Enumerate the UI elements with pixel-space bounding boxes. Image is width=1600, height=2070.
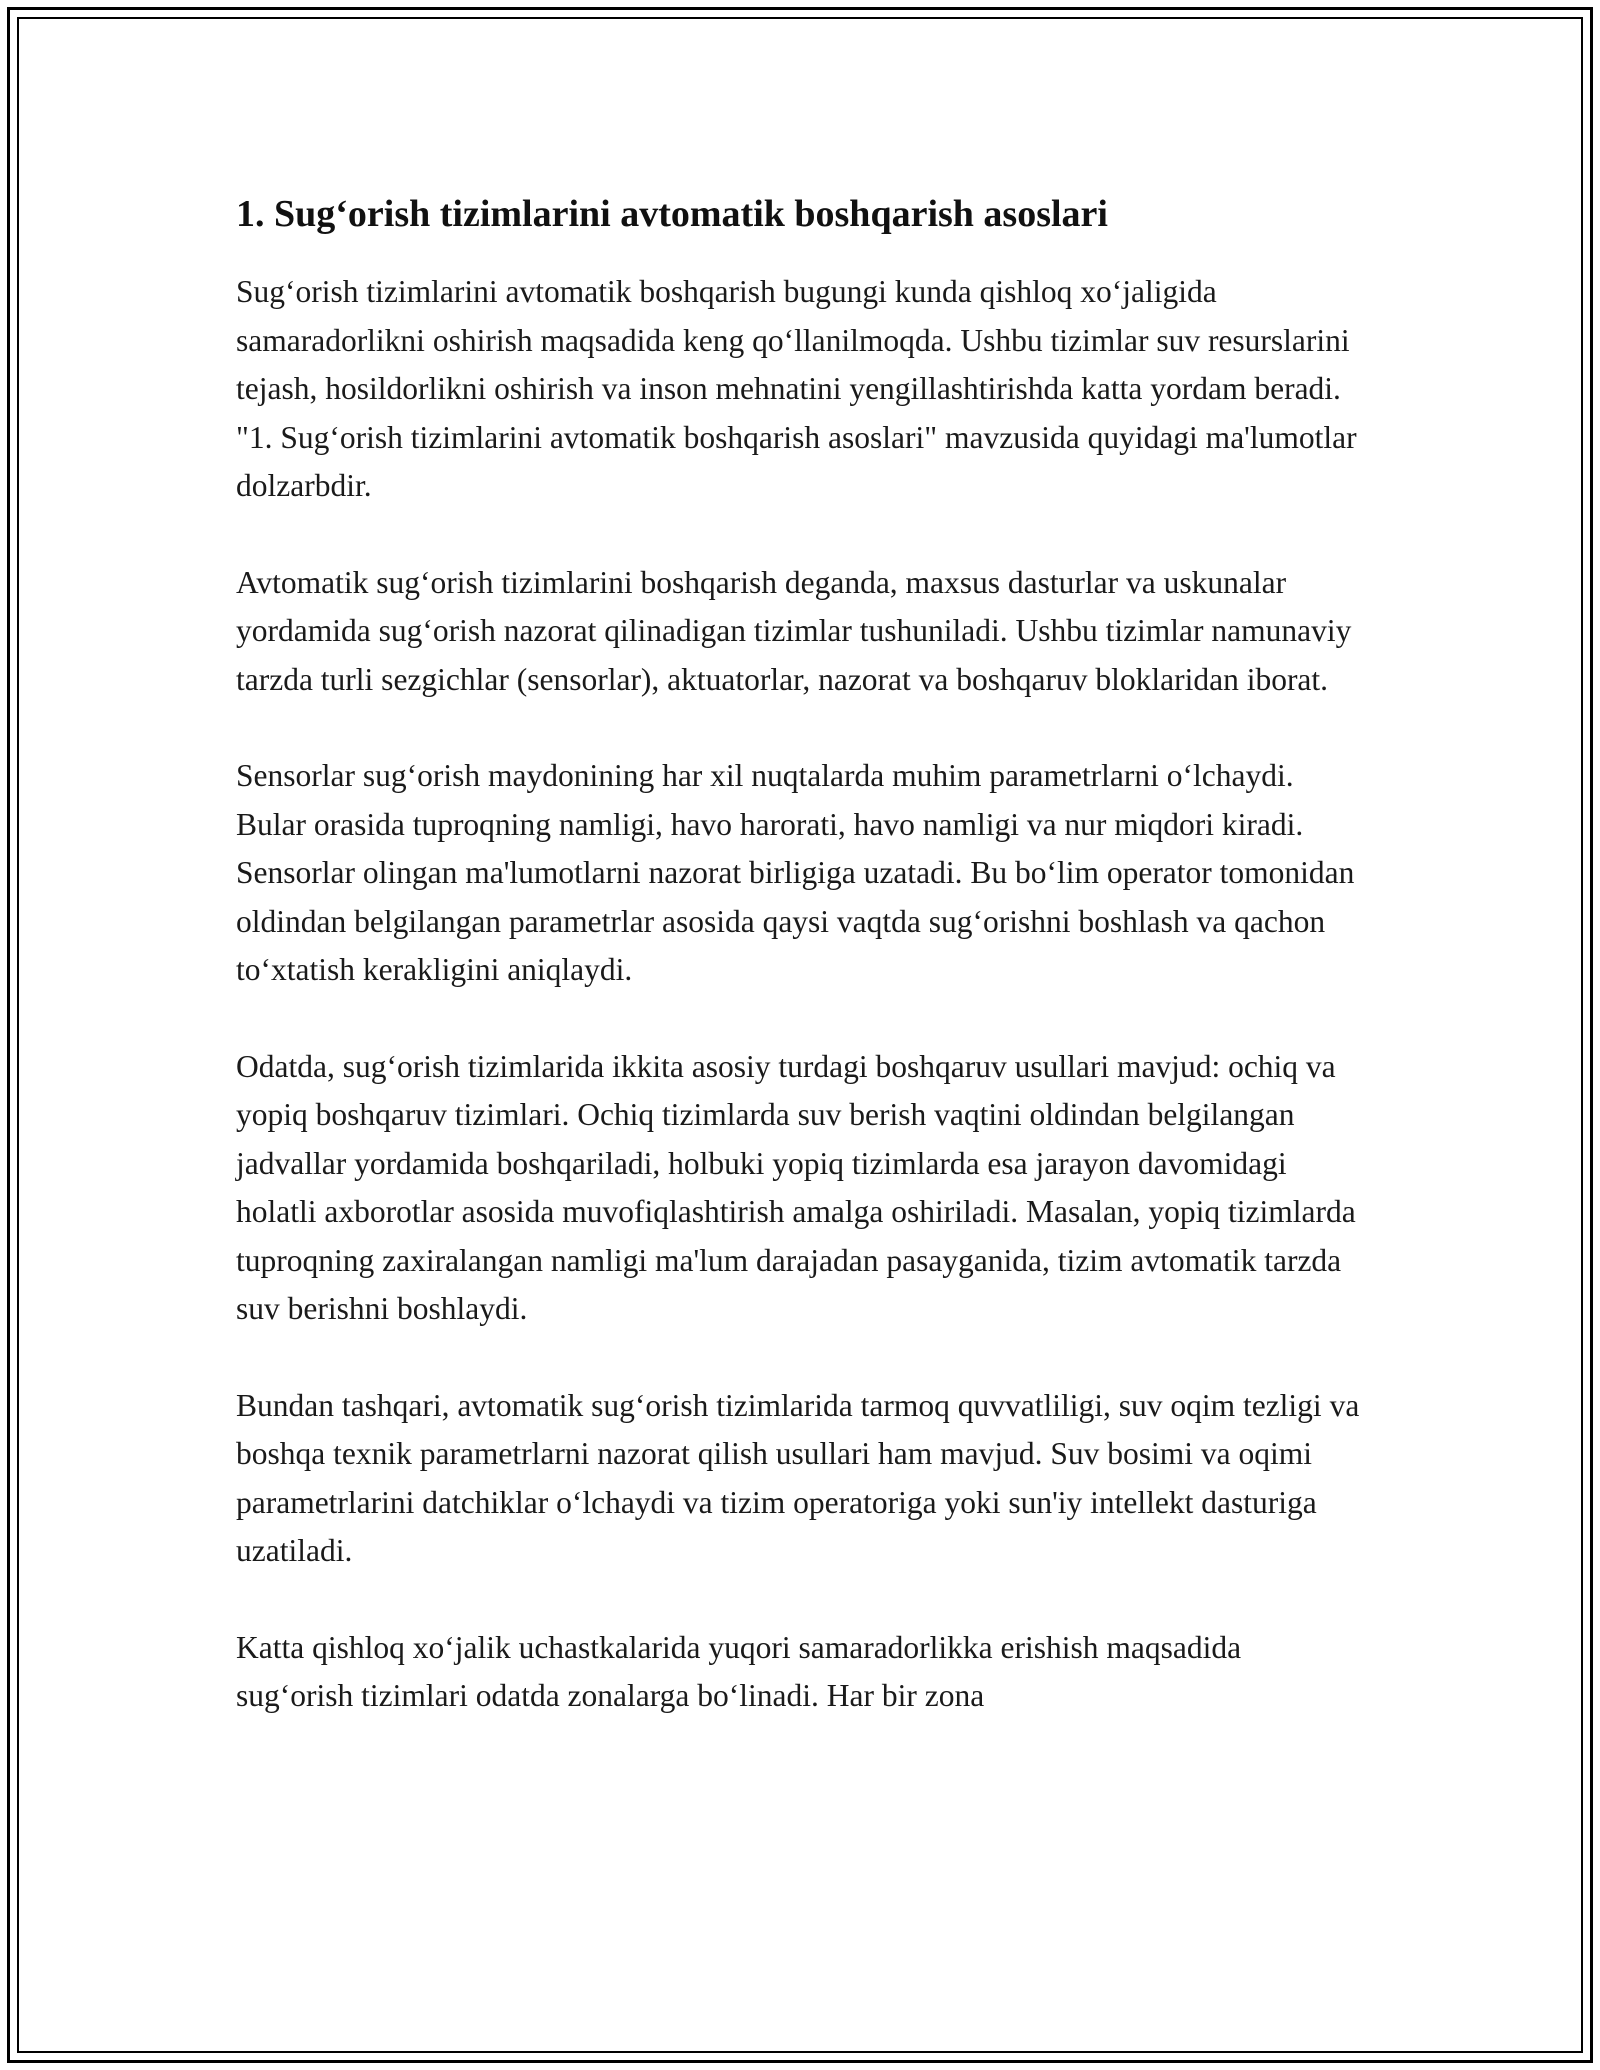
paragraph-intro: Sug‘orish tizimlarini avtomatik boshqarish bugungi kunda qishloq xo‘jaligida samaradorlikni oshirish maqsadida keng qo‘llanilmoqda. Ushbu tizimlar suv resurslarini tejash, hosildorlikni oshirish va inson mehnatini yengillashtirishda katta yordam beradi. "1. Sug‘orish tizimlarini avtomatik boshqarish asoslari" mavzusida quyidagi ma'lumotlar dolzarbdir. [236, 274, 1357, 503]
paragraph-technical-parameters: Bundan tashqari, avtomatik sug‘orish tizimlarida tarmoq quvvatliligi, suv oqim tezligi va boshqa texnik parametrlarni nazorat qilish usullari ham mavjud. Suv bosimi va oqimi parametrlarini datchiklar o‘lchaydi va tizim operatoriga yoki sun'iy intellekt dasturiga uzatiladi. [236, 1387, 1360, 1568]
paragraph-sensors: Sensorlar sug‘orish maydonining har xil nuqtalarda muhim parametrlarni o‘lchaydi. Bular orasida tuproqning namligi, havo harorati, havo namligi va nur miqdori kiradi. Sensorlar olingan ma'lumotlarni nazorat birligiga uzatadi. Bu bo‘lim operator tomonidan oldindan belgilangan parametrlar asosida qaysi vaqtda sug‘orishni boshlash va qachon to‘xtatish kerakligini aniqlaydi. [236, 758, 1355, 987]
paragraph-zones: Katta qishloq xo‘jalik uchastkalarida yuqori samaradorlikka erishish maqsadida sug‘orish tizimlari odatda zonalarga bo‘linadi. Har bir zona [236, 1629, 1242, 1713]
section-heading: 1. Sug‘orish tizimlarini avtomatik boshqarish asoslari [236, 193, 1108, 235]
paragraph-control-methods: Odatda, sug‘orish tizimlarida ikkita asosiy turdagi boshqaruv usullari mavjud: ochiq va yopiq boshqaruv tizimlari. Ochiq tizimlarda suv berish vaqtini oldindan belgilangan jadvallar yordamida boshqariladi, holbuki yopiq tizimlarda esa jarayon davomidagi holatli axborotlar asosida muvofiqlashtirish amalga oshiriladi. Masalan, yopiq tizimlarda tuproqning zaxiralangan namligi ma'lum darajadan pasayganida, tizim avtomatik tarzda suv berishni boshlaydi. [236, 1048, 1356, 1326]
paragraph-definition: Avtomatik sug‘orish tizimlarini boshqarish deganda, maxsus dasturlar va uskunalar yordamida sug‘orish nazorat qilinadigan tizimlar tushuniladi. Ushbu tizimlar namunaviy tarzda turli sezgichlar (sensorlar), aktuatorlar, nazorat va boshqaruv bloklaridan iborat. [236, 564, 1352, 697]
document-body [236, 186, 1366, 1769]
